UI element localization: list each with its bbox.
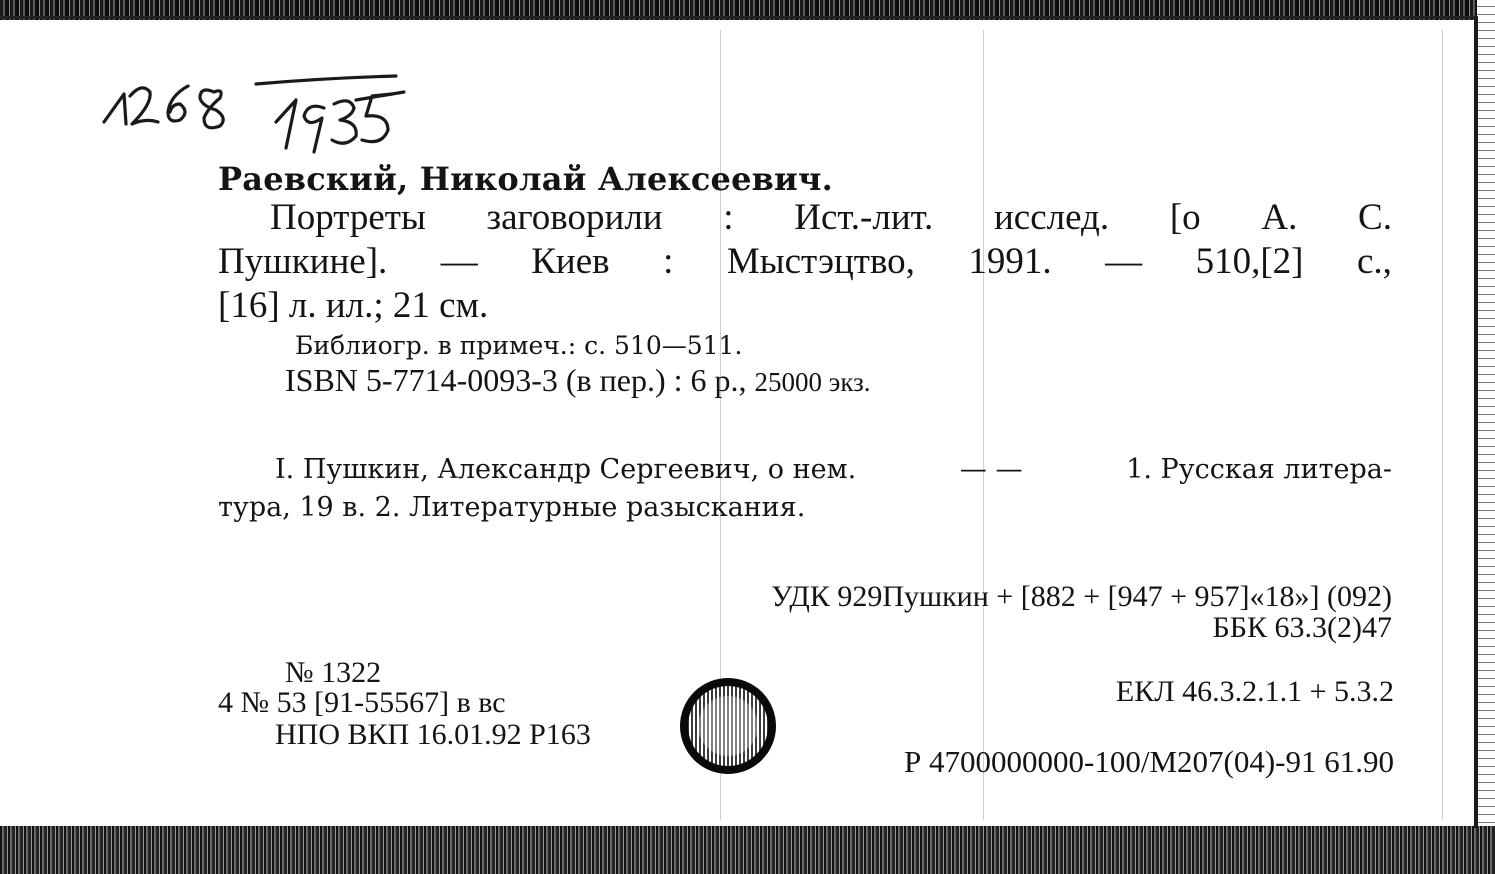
- order-line: 4 № 53 [91-55567] в вс: [218, 686, 506, 719]
- physical-description: [16] л. ил.; 21 см.: [218, 285, 489, 326]
- title-word: Портреты: [270, 197, 426, 238]
- scan-artifact-line: [1442, 30, 1443, 820]
- bbk-code: ББК 63.3(2)47: [1212, 611, 1392, 644]
- scan-artifact-line: [983, 30, 984, 820]
- isbn-line: [285, 362, 871, 399]
- title-word: Киев: [531, 241, 610, 282]
- card-number: № 1322: [285, 656, 382, 689]
- title-line-1: [270, 196, 1392, 239]
- title-word: С.: [1358, 197, 1392, 238]
- title-word: 510,[2]: [1195, 241, 1304, 282]
- title-word: Мыстэцтво,: [726, 241, 915, 282]
- title-word: А.: [1261, 197, 1298, 238]
- ekl-code: ЕКЛ 46.3.2.1.1 + 5.3.2: [1115, 675, 1394, 708]
- title-word: :: [663, 241, 674, 282]
- tracing-subject-person: I. Пушкин, Александр Сергеевич, о нем.: [275, 454, 857, 485]
- author-heading: Раевский, Николай Алексеевич.: [218, 160, 833, 198]
- isbn-price: ISBN 5-7714-0093-3 (в пер.) : 6 р.,: [285, 362, 747, 398]
- tracing-dash: — —: [959, 454, 1023, 485]
- title-word: —: [1105, 241, 1143, 282]
- title-word: с.,: [1356, 241, 1392, 282]
- tracing-subject-topic: 1. Русская литера-: [1126, 454, 1392, 485]
- price-code: Р 4700000000-100/М207(04)-91 61.90: [904, 744, 1394, 779]
- scan-border-bottom: [0, 826, 1495, 874]
- title-word: —: [440, 241, 478, 282]
- title-word: [о: [1169, 197, 1201, 238]
- print-run: 25000 экз.: [754, 367, 871, 397]
- bibliography-note: Библиогр. в примеч.: с. 510—511.: [295, 331, 743, 360]
- title-word: Пушкине].: [218, 241, 388, 282]
- title-word: 1991.: [968, 241, 1052, 282]
- subject-tracings-line-2: тура, 19 в. 2. Литературные разыскания.: [218, 492, 806, 523]
- title-word: заговорили: [486, 197, 663, 238]
- subject-tracings-line-1: [275, 454, 1392, 485]
- scan-border-right: [1477, 0, 1495, 874]
- publisher-line: НПО ВКП 16.01.92 Р163: [275, 718, 591, 751]
- punched-hole-icon: [679, 677, 777, 775]
- title-line-2: [218, 240, 1392, 283]
- title-word: Ист.-лит.: [794, 197, 934, 238]
- udk-code: УДК 929Пушкин + [882 + [947 + 957]«18»] (092): [771, 580, 1392, 613]
- title-word: исслед.: [994, 197, 1110, 238]
- title-word: :: [723, 197, 734, 238]
- handwritten-shelf-mark: [96, 52, 426, 162]
